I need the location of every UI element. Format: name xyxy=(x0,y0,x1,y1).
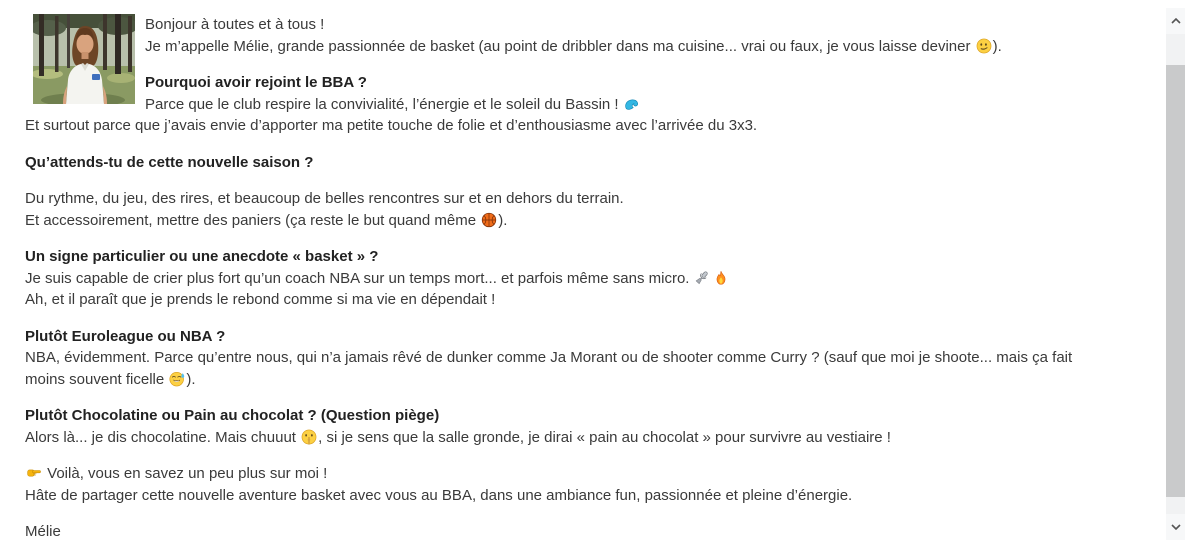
heading-text: Plutôt Chocolatine ou Pain au chocolat ? (Question piège) xyxy=(25,407,440,424)
text-line xyxy=(25,152,1160,174)
grinning-face-sweat-emoji xyxy=(169,371,185,387)
profile-photo xyxy=(33,14,135,104)
text-line xyxy=(25,521,1160,543)
text-block xyxy=(25,246,1160,311)
text-line xyxy=(25,369,1160,391)
body-text: ). xyxy=(186,370,196,388)
text-line xyxy=(25,463,1160,485)
microphone-emoji xyxy=(695,270,711,286)
text-line xyxy=(25,326,1160,348)
body-text: Je suis capable de crier plus fort qu’un coach NBA sur un temps mort... et parfois même sans micro. xyxy=(25,269,694,287)
text-line xyxy=(25,405,1160,427)
article-body xyxy=(25,14,1160,558)
text-block xyxy=(25,405,1160,448)
text-line xyxy=(25,72,1160,94)
text-block xyxy=(25,72,1160,137)
text-line xyxy=(25,268,1160,290)
heading-text: Qu’attends-tu de cette nouvelle saison ? xyxy=(25,153,314,171)
body-text: Mélie xyxy=(25,523,61,540)
text-block xyxy=(25,521,1160,543)
heading-text: Plutôt Euroleague ou NBA ? xyxy=(25,327,226,345)
body-text: Ah, et il paraît que je prends le rebond comme si ma vie en dépendait ! xyxy=(25,291,496,308)
body-text: , si je sens que la salle gronde, je dirai « pain au chocolat » pour survivre au vestiaire ! xyxy=(318,428,891,446)
text-line xyxy=(25,14,1160,36)
profile-photo-image xyxy=(33,14,135,104)
water-wave-emoji xyxy=(624,96,640,112)
pointing-right-emoji xyxy=(26,465,42,481)
text-block xyxy=(25,152,1160,174)
text-line xyxy=(25,427,1160,449)
scrollbar-track[interactable] xyxy=(1166,8,1185,540)
body-text: Du rythme, du jeu, des rires, et beaucoup de belles rencontres sur et en dehors du terrain. xyxy=(25,190,624,207)
text-block xyxy=(25,14,1160,57)
smirking-face-emoji xyxy=(976,38,992,54)
body-text: Et accessoirement, mettre des paniers (ça reste le but quand même xyxy=(25,211,481,229)
text-line xyxy=(25,188,1160,210)
text-line xyxy=(25,246,1160,268)
text-block xyxy=(25,463,1160,506)
body-text: NBA, évidemment. Parce qu’entre nous, qui n’a jamais rêvé de dunker comme Ja Morant ou de shooter comme Curry ? (sauf que moi je shoote... mais ça fait xyxy=(25,349,1073,366)
body-text: ). xyxy=(992,37,1002,55)
body-text: moins souvent ficelle xyxy=(25,370,169,388)
body-text: Je m’appelle Mélie, grande passionnée de basket (au point de dribbler dans ma cuisine... vrai ou faux, je vous laisse deviner xyxy=(145,37,975,55)
body-text: Hâte de partager cette nouvelle aventure basket avec vous au BBA, dans une ambiance fun, passionnée et pleine d’énergie. xyxy=(25,486,853,504)
body-text: Voilà, vous en savez un peu plus sur moi ! xyxy=(43,465,328,482)
scrollbar-thumb[interactable] xyxy=(1166,65,1185,497)
text-line xyxy=(25,94,1160,116)
text-block xyxy=(25,326,1160,391)
text-line xyxy=(25,210,1160,232)
text-line xyxy=(25,347,1160,369)
text-line xyxy=(25,36,1160,58)
basketball-emoji xyxy=(481,212,497,228)
shushing-face-emoji xyxy=(301,429,317,445)
chevron-up-icon xyxy=(1171,18,1181,24)
body-text: Alors là... je dis chocolatine. Mais chuuut xyxy=(25,428,301,446)
body-text: ). xyxy=(498,211,508,229)
body-text: Bonjour à toutes et à tous ! xyxy=(145,16,325,33)
scrollbar-up-button[interactable] xyxy=(1166,8,1185,34)
heading-text: Un signe particulier ou une anecdote « basket » ? xyxy=(25,248,379,265)
text-line xyxy=(25,485,1160,507)
text-block xyxy=(25,188,1160,231)
chevron-down-icon xyxy=(1171,524,1181,530)
text-line xyxy=(25,289,1160,311)
scrollbar-down-button[interactable] xyxy=(1166,514,1185,540)
text-line xyxy=(25,115,1160,137)
body-text: Et surtout parce que j’avais envie d’apporter ma petite touche de folie et d’enthousiasme avec l’arrivée du 3x3. xyxy=(25,117,758,134)
heading-text: Pourquoi avoir rejoint le BBA ? xyxy=(145,74,367,91)
body-text: Parce que le club respire la convivialité, l’énergie et le soleil du Bassin ! xyxy=(145,95,623,113)
fire-emoji xyxy=(713,270,729,286)
